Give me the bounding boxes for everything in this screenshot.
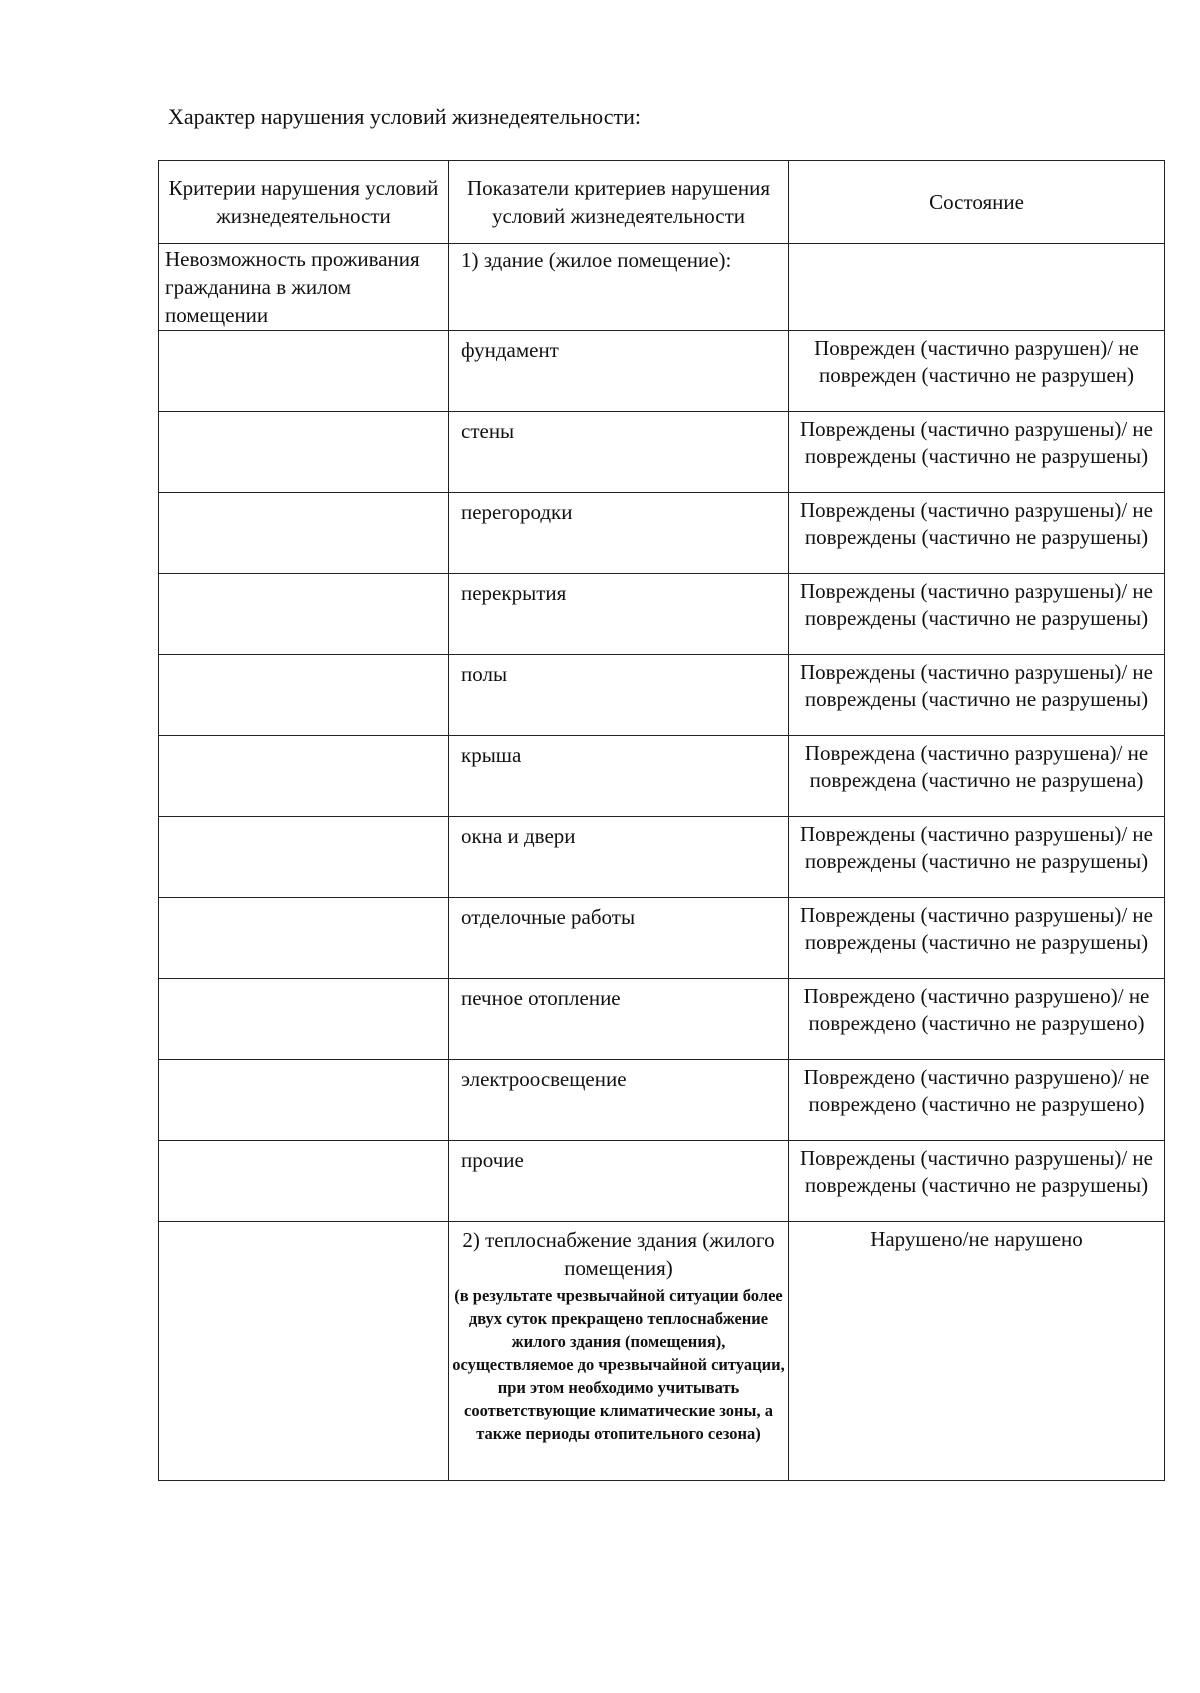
indicator-cell	[449, 1141, 789, 1222]
indicator-text: перегородки	[461, 500, 573, 524]
state-text: Повреждены (частично разрушены)/ не повреждены (частично не разрушены)	[800, 903, 1153, 954]
criterion-cell	[159, 493, 449, 574]
criterion-cell	[159, 817, 449, 898]
indicator-cell	[449, 331, 789, 412]
indicator-text: отделочные работы	[461, 905, 636, 929]
indicator-text: перекрытия	[461, 581, 567, 605]
indicator-text: крыша	[461, 743, 522, 767]
indicator-cell	[449, 493, 789, 574]
indicator-text: фундамент	[461, 338, 559, 362]
state-text: Повреждены (частично разрушены)/ не повреждены (частично не разрушены)	[800, 579, 1153, 630]
indicator-cell	[449, 979, 789, 1060]
table-row	[159, 331, 1165, 412]
state-cell	[789, 655, 1165, 736]
state-text: Повреждена (частично разрушена)/ не повреждена (частично не разрушена)	[804, 741, 1149, 792]
criterion-cell	[159, 898, 449, 979]
indicator-text: стены	[461, 419, 515, 443]
criterion-cell	[159, 655, 449, 736]
indicator-text: полы	[461, 662, 508, 686]
document-heading: Характер нарушения условий жизнедеятельности:	[168, 104, 641, 129]
indicator-text: 2) теплоснабжение здания (жилого помещения)	[462, 1228, 775, 1280]
indicator-cell	[449, 412, 789, 493]
criterion-text: Невозможность проживания гражданина в жилом помещении	[165, 247, 420, 327]
state-text: Нарушено/не нарушено	[870, 1227, 1083, 1251]
state-text: Повреждено (частично разрушено)/ не повреждено (частично не разрушено)	[803, 984, 1150, 1035]
table-row	[159, 412, 1165, 493]
header-criteria: Критерии нарушения условий жизнедеятельности	[159, 161, 449, 244]
table-row	[159, 574, 1165, 655]
state-cell	[789, 817, 1165, 898]
state-cell	[789, 412, 1165, 493]
table-row	[159, 244, 1165, 331]
indicator-cell	[449, 1222, 789, 1481]
state-text: Поврежден (частично разрушен)/ не поврежден (частично не разрушен)	[814, 336, 1139, 387]
state-cell	[789, 898, 1165, 979]
table-row	[159, 655, 1165, 736]
indicator-note: (в результате чрезвычайной ситуации более двух суток прекращено теплоснабжение жилого здания (помещения), осуществляемое до чрезвычайной ситуации, при этом необходимо учитывать соответствующие климатические зоны, а также периоды отопительного сезона)	[452, 1286, 785, 1443]
table-row	[159, 898, 1165, 979]
indicator-text: печное отопление	[461, 986, 621, 1010]
state-cell	[789, 1222, 1165, 1481]
table-header-row	[159, 161, 1165, 244]
state-text: Повреждены (частично разрушены)/ не повреждены (частично не разрушены)	[800, 417, 1153, 468]
indicator-cell	[449, 574, 789, 655]
table-row	[159, 979, 1165, 1060]
criterion-cell	[159, 1141, 449, 1222]
state-cell	[789, 979, 1165, 1060]
state-text	[789, 244, 1164, 248]
state-cell	[789, 331, 1165, 412]
criterion-cell	[159, 1222, 449, 1481]
state-cell	[789, 1141, 1165, 1222]
indicator-text: прочие	[461, 1148, 524, 1172]
state-text: Повреждено (частично разрушено)/ не повреждено (частично не разрушено)	[803, 1065, 1150, 1116]
indicator-text: 1) здание (жилое помещение):	[461, 248, 732, 272]
state-cell	[789, 244, 1165, 331]
state-cell	[789, 574, 1165, 655]
criteria-table	[158, 160, 1165, 1481]
state-cell	[789, 493, 1165, 574]
state-text: Повреждены (частично разрушены)/ не повреждены (частично не разрушены)	[800, 1146, 1153, 1197]
indicator-text: окна и двери	[461, 824, 576, 848]
table-row	[159, 493, 1165, 574]
criterion-cell	[159, 1060, 449, 1141]
state-cell	[789, 1060, 1165, 1141]
table-row	[159, 1060, 1165, 1141]
state-text: Повреждены (частично разрушены)/ не повреждены (частично не разрушены)	[800, 660, 1153, 711]
criterion-cell	[159, 736, 449, 817]
table-row	[159, 817, 1165, 898]
state-cell	[789, 736, 1165, 817]
indicator-cell	[449, 1060, 789, 1141]
criterion-cell	[159, 979, 449, 1060]
table-row	[159, 736, 1165, 817]
state-text: Повреждены (частично разрушены)/ не повреждены (частично не разрушены)	[800, 498, 1153, 549]
indicator-cell	[449, 898, 789, 979]
indicator-cell	[449, 736, 789, 817]
state-text: Повреждены (частично разрушены)/ не повреждены (частично не разрушены)	[800, 822, 1153, 873]
header-indicators: Показатели критериев нарушения условий жизнедеятельности	[449, 161, 789, 244]
criterion-cell	[159, 574, 449, 655]
criterion-cell	[159, 331, 449, 412]
criterion-cell	[159, 412, 449, 493]
table-row	[159, 1222, 1165, 1481]
indicator-cell	[449, 655, 789, 736]
criterion-cell	[159, 244, 449, 331]
indicator-cell	[449, 244, 789, 331]
indicator-text: электроосвещение	[461, 1067, 627, 1091]
table-row	[159, 1141, 1165, 1222]
header-state: Состояние	[789, 161, 1165, 244]
indicator-cell	[449, 817, 789, 898]
